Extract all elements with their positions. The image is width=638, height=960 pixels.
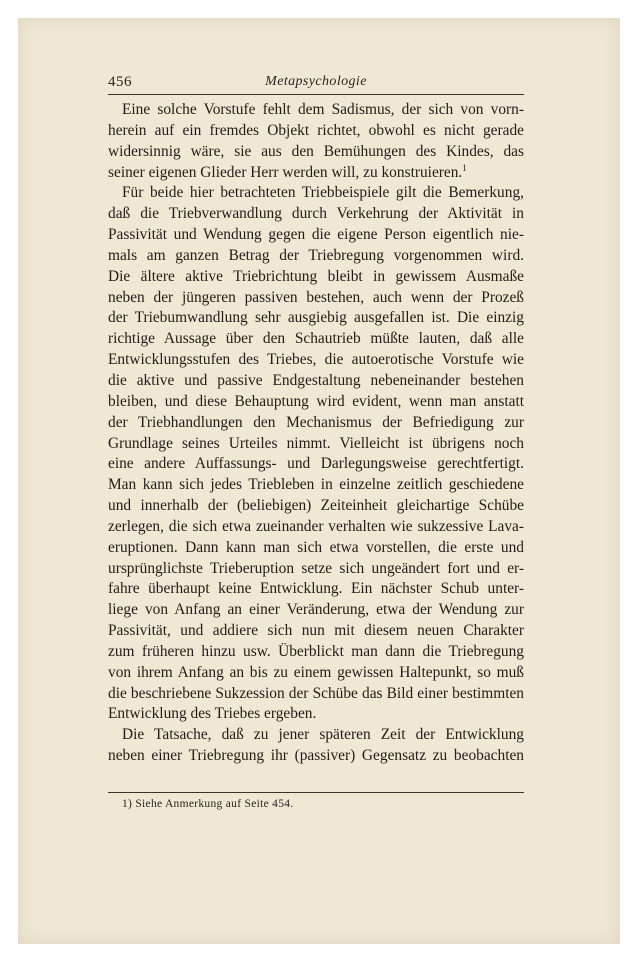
text-line: zerlegen, die sich etwa zueinander verhalten wie sukzessive Lava- xyxy=(108,517,524,535)
text-line: Für beide hier betrachteten Triebbeispiele gilt die Bemerkung, xyxy=(122,184,524,202)
text-line: und innerhalb der (beliebigen) Zeiteinheit gleichartige Schübe xyxy=(108,497,524,515)
text-line: zum früheren hinzu usw. Überblickt man dann die Triebregung xyxy=(108,642,524,660)
text-line: Passivität, und addiere sich nun mit diesem neuen Charakter xyxy=(108,622,524,640)
text-line: neben der jüngeren passiven bestehen, auch wenn der Prozeß xyxy=(108,288,524,306)
text-line: Die Tatsache, daß zu jener späteren Zeit der Entwicklung xyxy=(122,726,524,744)
text-line xyxy=(108,163,524,184)
paragraph-1 xyxy=(108,100,524,183)
body-text xyxy=(108,100,524,767)
text-line: mals am ganzen Betrag der Triebregung vorgenommen wird. xyxy=(108,246,524,264)
text-line: Die ältere aktive Triebrichtung bleibt in gewissem Ausmaße xyxy=(108,267,524,285)
text-line: herein auf ein fremdes Objekt richtet, obwohl es nicht gerade xyxy=(108,121,524,139)
text-line: fahre überhaupt keine Entwicklung. Ein nächster Schub unter- xyxy=(108,580,524,598)
text-line: Passivität und Wendung gegen die eigene Person eigentlich nie- xyxy=(108,226,524,244)
text-line: eruptionen. Dann kann man sich etwa vorstellen, die erste und xyxy=(108,538,524,556)
footnote: 1) Siehe Anmerkung auf Seite 454. xyxy=(122,798,294,810)
text-line: Eine solche Vorstufe fehlt dem Sadismus, der sich von vorn- xyxy=(122,101,524,118)
text-line: die beschriebene Sukzession der Schübe das Bild einer bestimmten xyxy=(108,684,524,702)
page-header xyxy=(108,74,524,94)
paragraph-2 xyxy=(108,183,524,725)
text-line: die aktive und passive Endgestaltung nebeneinander bestehen xyxy=(108,371,524,389)
text-line: eine andere Auffassungs- und Darlegungsweise gerechtfertigt. xyxy=(108,455,524,473)
page-number: 456 xyxy=(108,74,132,90)
text-line: von ihrem Anfang an bis zu einem gewissen Haltepunkt, so muß xyxy=(108,663,524,681)
text-line: daß die Triebverwandlung durch Verkehrung der Aktivität in xyxy=(108,205,524,223)
text-line: Entwicklung des Triebes ergeben. xyxy=(108,705,317,723)
text-line: Man kann sich jedes Triebleben in einzelne zeitlich geschiedene xyxy=(108,476,524,494)
text-line: Entwicklungsstufen des Triebes, die autoerotische Vorstufe wie xyxy=(108,351,524,369)
running-head: Metapsychologie xyxy=(265,74,367,89)
footnote-rule xyxy=(108,792,524,793)
text-line-content: seiner eigenen Glieder Herr werden will, zu konstruieren. xyxy=(108,163,463,181)
paragraph-3 xyxy=(108,725,524,767)
text-line: der Triebhandlungen den Mechanismus der Befriedigung zur xyxy=(108,413,524,431)
text-line: ursprünglichste Trieberuption setze sich ungeändert fort und er- xyxy=(108,559,524,577)
text-line: der Triebumwandlung sehr ausgiebig ausgefallen ist. Die einzig xyxy=(108,309,524,327)
text-line: widersinnig wäre, sie aus den Bemühungen des Kindes, das xyxy=(108,142,524,160)
footnote-marker: 1 xyxy=(462,162,467,173)
text-line: richtige Aussage über den Schautrieb müßte lauten, daß alle xyxy=(108,330,524,348)
header-rule xyxy=(108,94,524,95)
text-line: neben einer Triebregung ihr (passiver) Gegensatz zu beobachten xyxy=(108,747,524,765)
text-line: bleiben, und diese Behauptung wird evident, wenn man anstatt xyxy=(108,392,524,410)
text-line: Grundlage seines Urteiles nimmt. Vielleicht ist übrigens noch xyxy=(108,434,524,452)
text-line: liege von Anfang an einer Veränderung, etwa der Wendung zur xyxy=(108,601,524,619)
